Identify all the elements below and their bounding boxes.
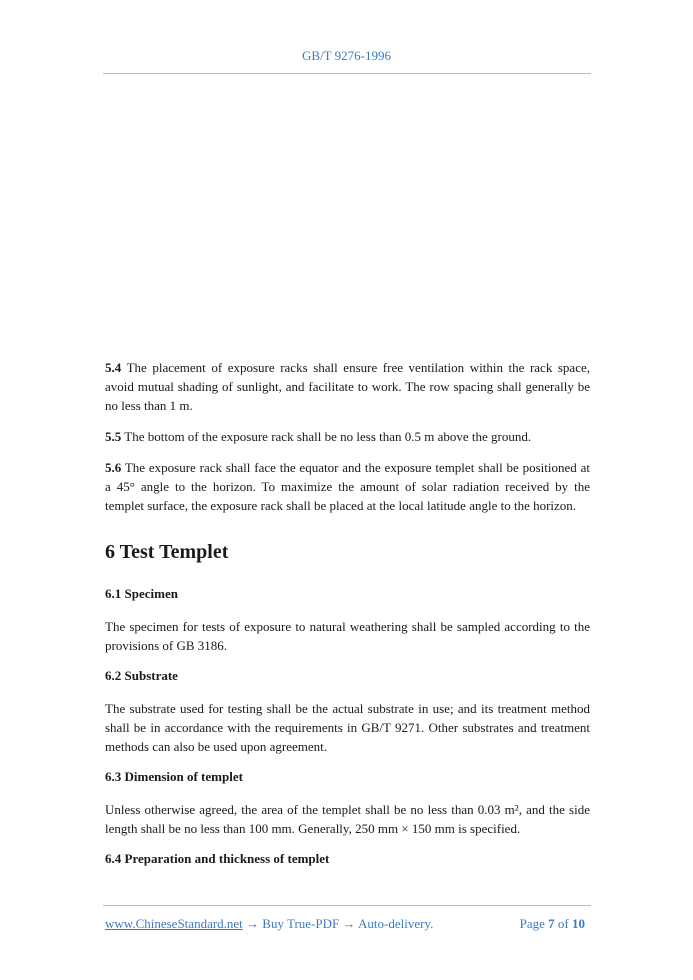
- clause-text: The bottom of the exposure rack shall be no less than 0.5 m above the ground.: [121, 429, 532, 444]
- header-divider: [103, 73, 591, 74]
- clause-number: 5.4: [105, 360, 122, 375]
- footer-divider: [103, 905, 591, 906]
- paragraph: Unless otherwise agreed, the area of the templet shall be no less than 0.03 m², and the side length shall be no less than 100 mm. Generally, 250 mm × 150 mm is specified.: [105, 802, 590, 836]
- paragraph: The substrate used for testing shall be the actual substrate in use; and its treatment method shall be in accordance with the requirements in GB/T 9271. Other substrates and treatment methods can also be used upon agreement.: [105, 701, 590, 754]
- footer-promo: [105, 916, 433, 932]
- current-page: 7: [548, 916, 555, 931]
- clause-5-4: [105, 358, 590, 415]
- subsection-heading: 6.2 Substrate: [105, 668, 178, 683]
- clause-5-6: [105, 458, 590, 515]
- total-pages: 10: [572, 916, 585, 931]
- subsection-heading: 6.3 Dimension of templet: [105, 769, 243, 784]
- page-label: Page: [519, 916, 549, 931]
- subsection-heading: 6.1 Specimen: [105, 586, 178, 601]
- website-link[interactable]: www.ChineseStandard.net: [105, 916, 243, 931]
- clause-text: The exposure rack shall face the equator and the exposure templet shall be positioned at a 45° angle to the horizon. To maximize the amount of solar radiation received by the templet surface, the exposure rack shall be placed at the local latitude angle to the horizon.: [105, 460, 590, 513]
- section-heading: 6 Test Templet: [105, 541, 229, 563]
- subsection-heading: 6.4 Preparation and thickness of templet: [105, 851, 330, 866]
- paragraph: The specimen for tests of exposure to natural weathering shall be sampled according to the provisions of GB 3186.: [105, 619, 590, 653]
- footer-promo-text: → Buy True-PDF → Auto-delivery.: [242, 916, 434, 931]
- clause-text: The placement of exposure racks shall ensure free ventilation within the rack space, avoid mutual shading of sunlight, and facilitate to work. The row spacing shall generally be no less than 1 m.: [105, 360, 590, 413]
- clause-number: 5.5: [105, 429, 122, 444]
- clause-5-5: [105, 427, 590, 446]
- page-indicator: [520, 916, 585, 932]
- of-label: of: [554, 916, 572, 931]
- clause-number: 5.6: [105, 460, 122, 475]
- document-header: GB/T 9276-1996: [302, 48, 391, 63]
